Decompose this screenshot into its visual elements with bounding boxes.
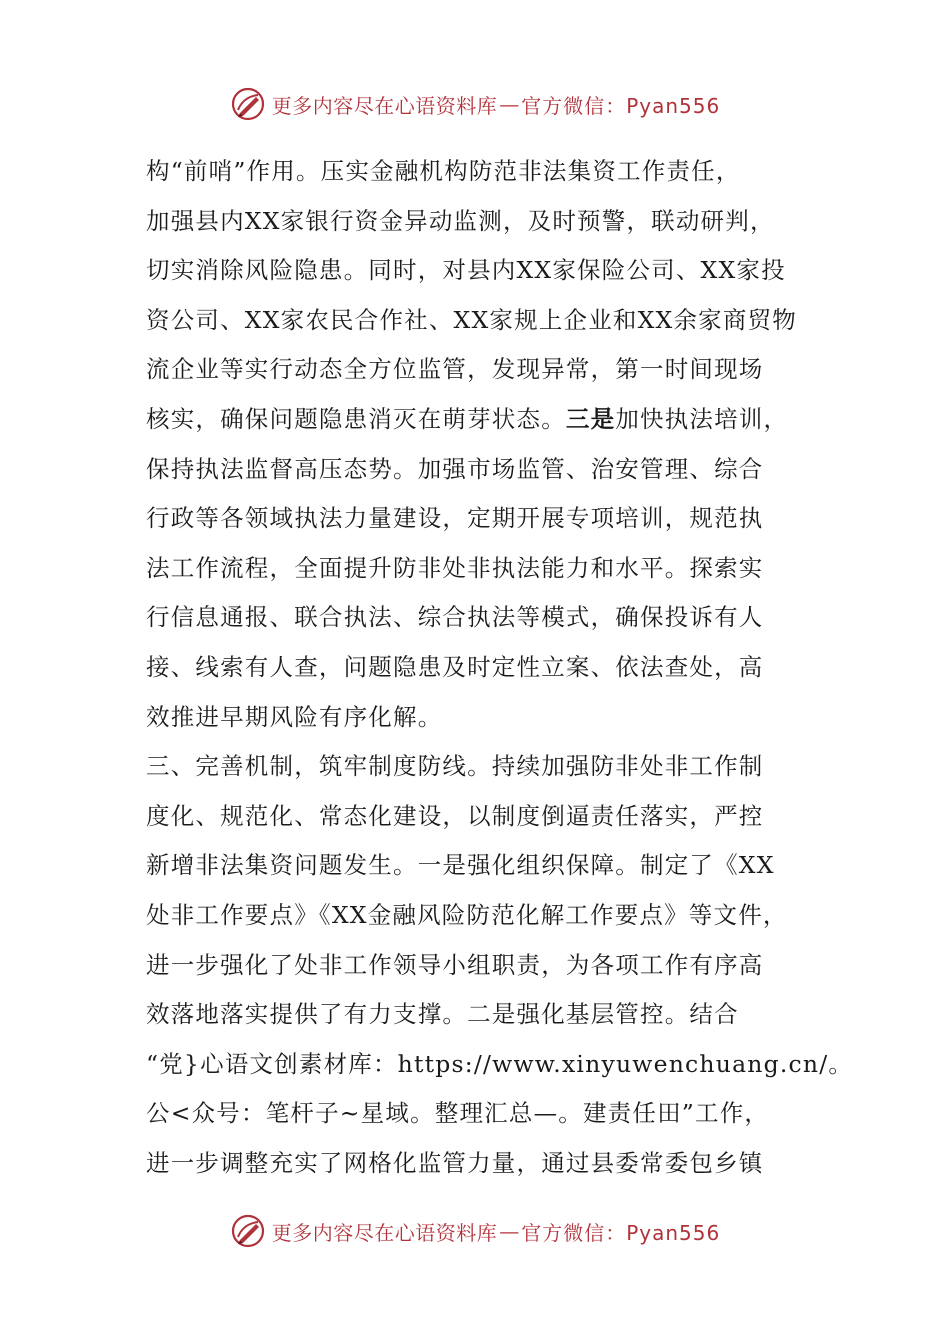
text-line: 进一步调整充实了网格化监管力量，通过县委常委包乡镇	[146, 1148, 764, 1177]
text-line: 度化、规范化、常态化建设，以制度倒逼责任落实，严控	[146, 801, 764, 830]
text-line: 处非工作要点》《XX金融风险防范化解工作要点》等文件，	[146, 900, 788, 929]
text-line: 流企业等实行动态全方位监管，发现异常，第一时间现场	[146, 355, 764, 384]
document-body	[146, 147, 854, 1188]
text-line: 行政等各领域执法力量建设，定期开展专项培训，规范执	[146, 504, 764, 533]
text-line: 效推进早期风险有序化解。	[146, 702, 443, 731]
text-line: 构“前哨”作用。压实金融机构防范非法集资工作责任，	[146, 157, 741, 185]
banner-brand-text: 更多内容尽在心语资料库	[271, 93, 498, 118]
text-line: 法工作流程，全面提升防非处非执法能力和水平。探索实	[146, 553, 764, 582]
banner-dash: —	[499, 1219, 520, 1243]
text-line: 公<众号：笔杆子~星域。整理汇总—。建责任田”工作，	[146, 1099, 770, 1128]
text-line: 保持执法监督高压态势。加强市场监管、治安管理、综合	[146, 454, 764, 483]
text-run: 加快执法培训，	[615, 404, 789, 433]
banner-wechat-text: 官方微信：Pyan556	[521, 93, 721, 118]
text-line: 接、线索有人查，问题隐患及时定性立案、依法查处，高	[146, 652, 764, 681]
text-line: 资公司、XX家农民合作社、XX家规上企业和XX余家商贸物	[146, 305, 797, 334]
text-line: 切实消除风险隐患。同时，对县内XX家保险公司、XX家投	[146, 256, 786, 285]
banner-brand-text: 更多内容尽在心语资料库	[271, 1220, 498, 1245]
text-line: 进一步强化了处非工作领导小组职责，为各项工作有序高	[146, 950, 764, 979]
text-line: 加强县内XX家银行资金异动监测，及时预警，联动研判，	[146, 206, 775, 235]
bold-keyword: 三是	[565, 404, 616, 433]
pen-logo-icon	[230, 1213, 266, 1249]
text-run: 核实，确保问题隐患消灭在萌芽状态。	[146, 404, 566, 433]
text-line: “党}心语文创素材库：https://www.xinyuwenchuang.cn/。	[146, 1049, 854, 1078]
text-line: 效落地落实提供了有力支撑。二是强化基层管控。结合	[146, 1000, 739, 1029]
footer-banner	[0, 1211, 950, 1251]
section-heading-line: 三、完善机制，筑牢制度防线。持续加强防非处非工作制	[146, 752, 764, 781]
text-line: 行信息通报、联合执法、综合执法等模式，确保投诉有人	[146, 603, 764, 632]
text-line	[146, 395, 826, 445]
banner-dash: —	[499, 92, 520, 116]
pen-logo-icon	[230, 86, 266, 122]
banner-wechat-text: 官方微信：Pyan556	[521, 1220, 721, 1245]
header-banner	[0, 84, 950, 124]
text-line: 新增非法集资问题发生。一是强化组织保障。制定了《XX	[146, 851, 775, 880]
